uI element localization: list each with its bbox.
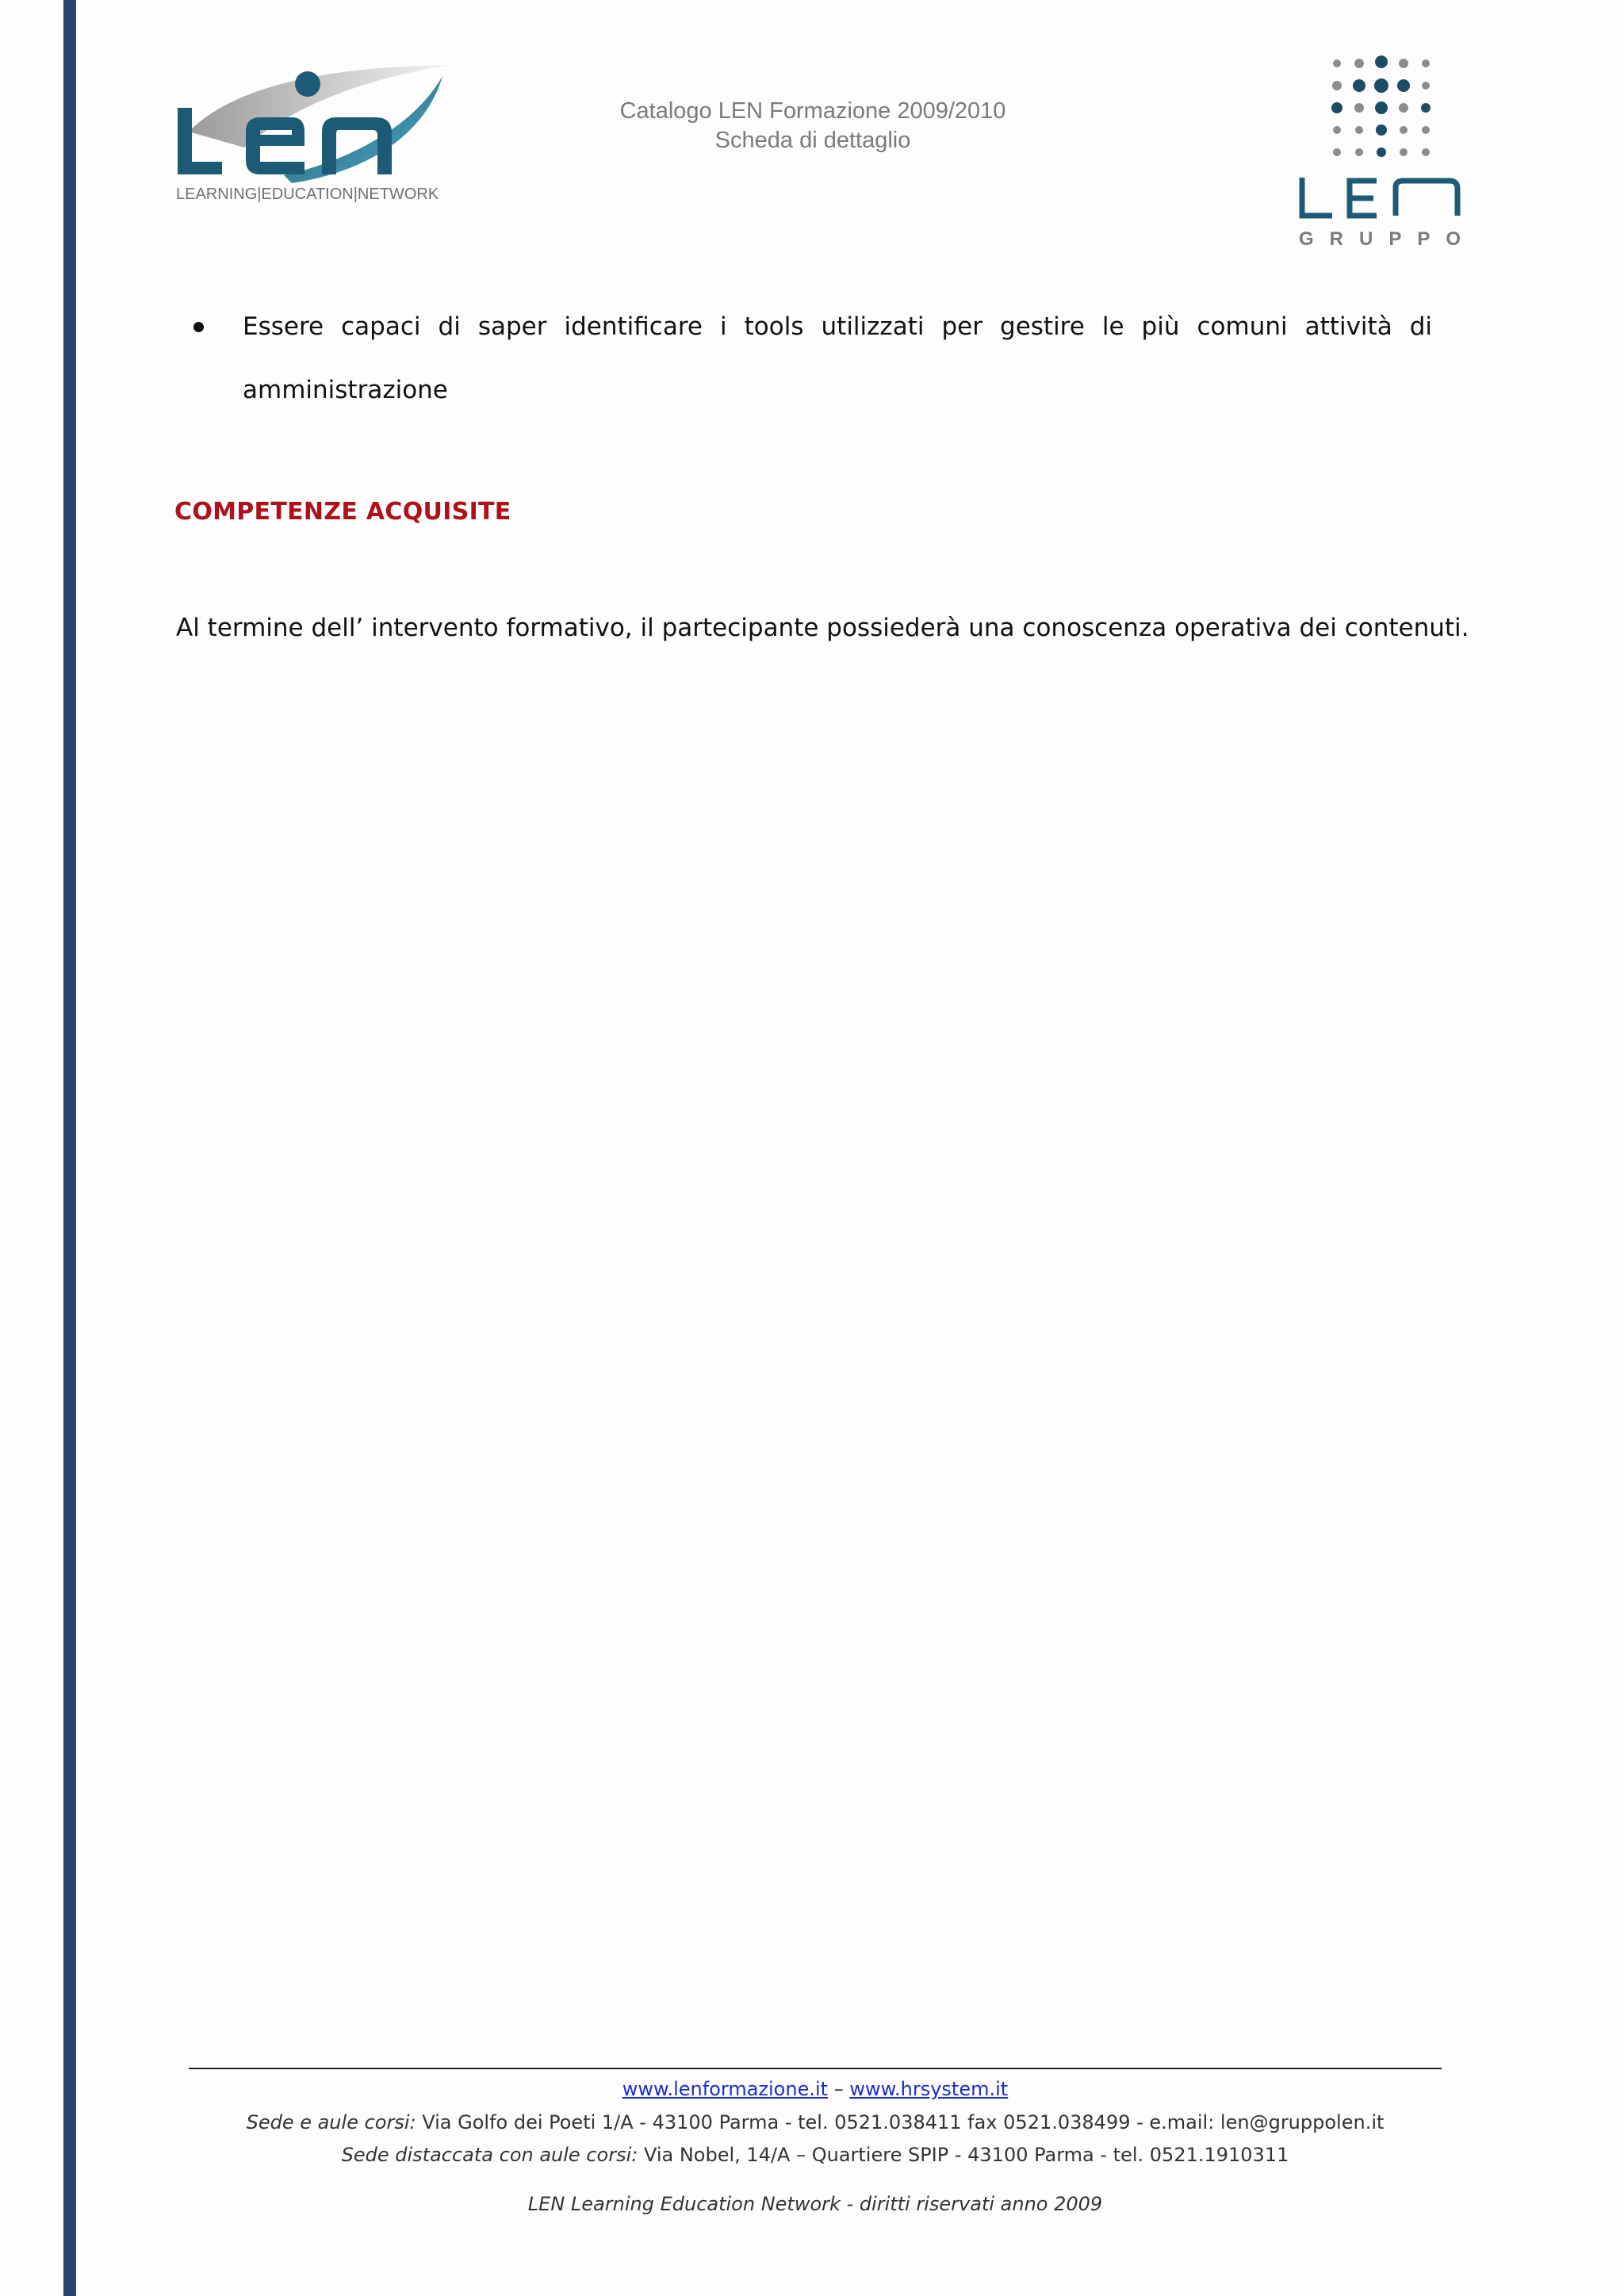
len-gruppo-logo bbox=[1291, 52, 1477, 258]
len-logo bbox=[173, 60, 450, 208]
section-heading: COMPETENZE ACQUISITE bbox=[174, 498, 511, 526]
body-paragraph: Al termine dell’ intervento formativo, il partecipante possiederà una conoscenza operativa dei contenuti. bbox=[176, 614, 1469, 642]
link-hrsystem[interactable]: www.hrsystem.it bbox=[849, 2078, 1009, 2100]
footer-divider bbox=[189, 2068, 1442, 2069]
list-item-text bbox=[243, 306, 1432, 411]
link-lenformazione[interactable]: www.lenformazione.it bbox=[622, 2078, 829, 2100]
footer-address-branch-text: Via Nobel, 14/A – Quartiere SPIP - 43100 Parma - tel. 0521.1910311 bbox=[638, 2144, 1289, 2166]
footer-links bbox=[189, 2076, 1442, 2103]
footer-copyright: LEN Learning Education Network - diritti riservati anno 2009 bbox=[527, 2193, 1103, 2215]
len-logo-tagline: LEARNING|EDUCATION|NETWORK bbox=[176, 186, 439, 203]
bullet-icon bbox=[193, 322, 204, 332]
footer-address-main-text: Via Golfo dei Poeti 1/A - 43100 Parma - tel. 0521.038411 fax 0521.038499 - e.mail: len@gruppolen.it bbox=[416, 2111, 1385, 2133]
footer-address-branch bbox=[189, 2141, 1442, 2168]
left-margin-bar bbox=[63, 0, 76, 2296]
footer-address-branch-label: Sede distaccata con aule corsi: bbox=[341, 2144, 638, 2166]
link-separator: – bbox=[833, 2078, 844, 2100]
len-logo-graphic bbox=[173, 60, 450, 187]
gruppo-label: GRUPPO bbox=[1299, 228, 1477, 250]
list-item-line-2: amministrazione bbox=[243, 376, 448, 404]
dots-logo-graphic bbox=[1291, 52, 1473, 227]
header-subtitle: Scheda di dettaglio bbox=[714, 128, 911, 153]
footer-address-main-label: Sede e aule corsi: bbox=[246, 2111, 416, 2133]
header-title: Catalogo LEN Formazione 2009/2010 bbox=[619, 98, 1006, 124]
footer-address-main bbox=[189, 2109, 1442, 2136]
list-item-line-1: Essere capaci di saper identificare i tools utilizzati per gestire le più comuni attività di bbox=[243, 312, 1432, 341]
document-header bbox=[555, 97, 1071, 155]
